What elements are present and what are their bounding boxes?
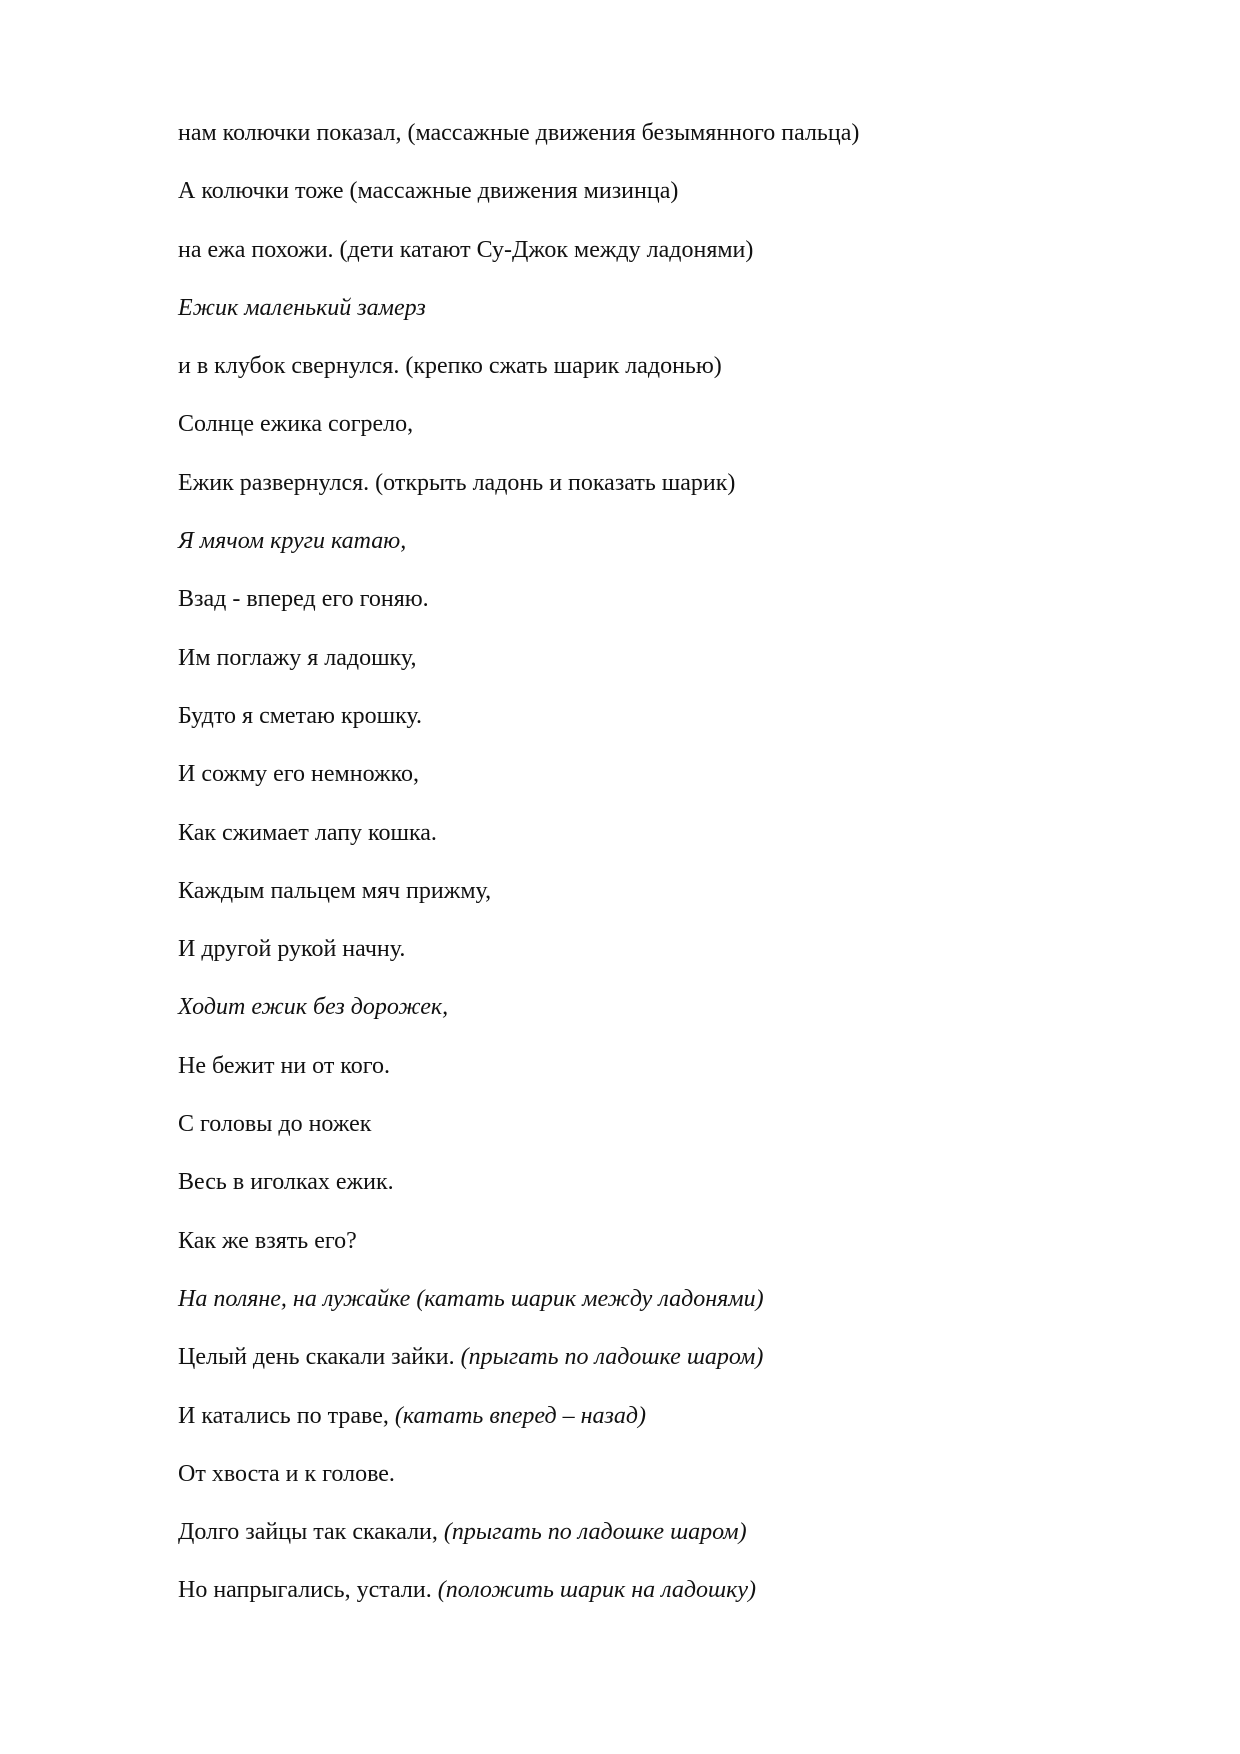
line-italic-text: (катать вперед – назад) bbox=[394, 1402, 647, 1429]
text-line bbox=[178, 871, 1178, 929]
text-line bbox=[178, 1221, 1178, 1279]
text-line bbox=[178, 579, 1178, 637]
text-line bbox=[178, 1337, 1178, 1395]
line-text: на ежа похожи. (дети катают Су-Джок между ладонями) bbox=[178, 236, 754, 263]
line-italic-text: Ходит ежик без дорожек, bbox=[178, 994, 449, 1021]
text-line bbox=[178, 1104, 1178, 1162]
line-text: Не бежит ни от кого. bbox=[178, 1052, 390, 1079]
line-text: Долго зайцы так скакали, bbox=[178, 1519, 444, 1546]
line-text: и в клубок свернулся. (крепко сжать шарик ладонью) bbox=[178, 353, 722, 380]
text-line bbox=[178, 346, 1178, 404]
line-text: Как сжимает лапу кошка. bbox=[178, 819, 437, 846]
line-text: нам колючки показал, (массажные движения безымянного пальца) bbox=[178, 120, 860, 146]
text-line bbox=[178, 1279, 1178, 1337]
line-text: Как же взять его? bbox=[178, 1227, 357, 1254]
line-text: Целый день скакали зайки. bbox=[178, 1344, 461, 1371]
line-text: Будто я сметаю крошку. bbox=[178, 702, 423, 729]
text-line bbox=[178, 696, 1178, 754]
text-line bbox=[178, 929, 1178, 987]
text-line bbox=[178, 1512, 1178, 1570]
line-italic-text: Я мячом круги катаю, bbox=[178, 528, 407, 555]
text-line bbox=[178, 463, 1178, 521]
line-text: А колючки тоже (массажные движения мизинца) bbox=[178, 178, 679, 205]
line-text: От хвоста и к голове. bbox=[178, 1460, 395, 1487]
line-text: Весь в иголках ежик. bbox=[178, 1169, 394, 1196]
text-line bbox=[178, 754, 1178, 812]
text-line bbox=[178, 1454, 1178, 1512]
text-line bbox=[178, 1046, 1178, 1104]
line-italic-text: (положить шарик на ладошку) bbox=[437, 1577, 757, 1604]
text-line bbox=[178, 1162, 1178, 1220]
line-text: И сожму его немножко, bbox=[178, 761, 420, 788]
line-text: Ежик развернулся. (открыть ладонь и показать шарик) bbox=[178, 469, 736, 496]
line-text: С головы до ножек bbox=[178, 1111, 372, 1138]
text-line bbox=[178, 171, 1178, 229]
text-line bbox=[178, 288, 1178, 346]
text-line bbox=[178, 987, 1178, 1045]
text-line bbox=[178, 521, 1178, 579]
text-line bbox=[178, 1570, 1178, 1628]
text-line bbox=[178, 113, 1178, 171]
line-text: Но напрыгались, устали. bbox=[178, 1577, 438, 1604]
line-italic-text: Ежик маленький замерз bbox=[178, 294, 426, 321]
line-text: Взад - вперед его гоняю. bbox=[178, 586, 429, 613]
line-text: Каждым пальцем мяч прижму, bbox=[178, 877, 492, 904]
line-text: И катались по траве, bbox=[178, 1402, 395, 1429]
line-italic-text: (прыгать по ладошке шаром) bbox=[443, 1519, 747, 1546]
line-italic-text: (прыгать по ладошке шаром) bbox=[460, 1344, 764, 1371]
text-line bbox=[178, 638, 1178, 696]
text-line bbox=[178, 404, 1178, 462]
line-text: Солнце ежика согрело, bbox=[178, 411, 414, 438]
line-text: И другой рукой начну. bbox=[178, 936, 406, 963]
text-lines bbox=[178, 113, 1178, 1629]
text-line bbox=[178, 813, 1178, 871]
line-text: Им поглажу я ладошку, bbox=[178, 644, 417, 671]
text-line bbox=[178, 1396, 1178, 1454]
text-line bbox=[178, 230, 1178, 288]
line-italic-text: На поляне, на лужайке (катать шарик между ладонями) bbox=[178, 1285, 764, 1312]
